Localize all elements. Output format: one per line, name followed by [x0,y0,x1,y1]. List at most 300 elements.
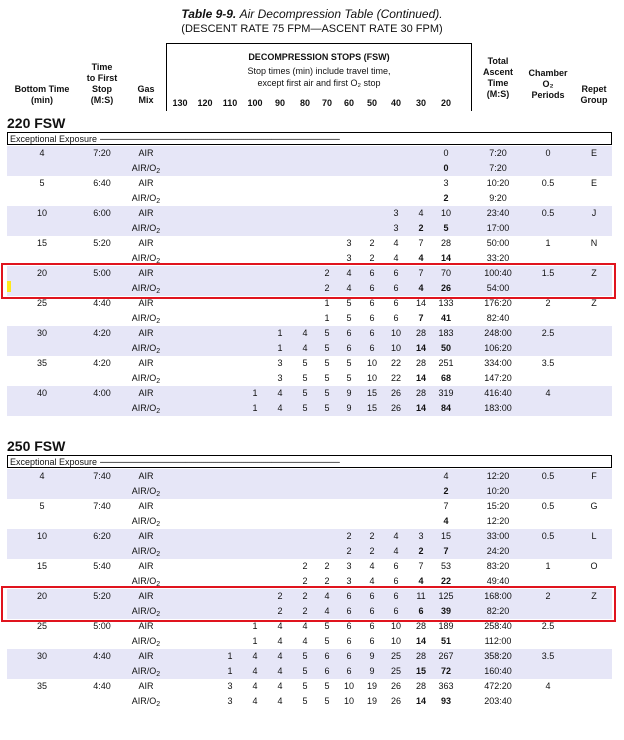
total-ascent-time: 9:20 [489,193,507,203]
total-ascent-time: 183:00 [484,403,512,413]
bottom-time: 20 [36,268,47,278]
stop-time: 6 [393,591,399,601]
gas-mix: AIR [138,388,154,398]
bottom-time: 15 [36,561,47,571]
stop-time: 5 [302,666,308,676]
total-ascent-time: 24:20 [486,546,510,556]
stop-time: 22 [390,358,401,368]
exceptional-exposure-bar [7,132,612,145]
stop-time: 2 [277,591,283,601]
section-title-220-fsw: 220 FSW [7,115,66,131]
time-to-first-stop: 7:40 [93,501,111,511]
time-to-first-stop: 4:20 [93,328,111,338]
table-name: Air Decompression Table (Continued). [239,7,443,21]
stop-time: 2 [369,253,375,263]
table-row [7,356,612,371]
stop-time: 0 [443,148,449,158]
repet-group: Z [591,298,597,308]
table-row [7,529,612,544]
stop-time: 4 [277,651,283,661]
stop-time: 3 [277,373,283,383]
stop-depth-100: 100 [247,98,263,108]
stop-time: 14 [415,343,426,353]
stop-depth-90: 90 [274,98,285,108]
header-deco-stops: DECOMPRESSION STOPS (FSW) [248,52,390,62]
stop-time: 26 [390,696,401,706]
stop-time: 1 [277,343,283,353]
table-subtitle: (DESCENT RATE 75 FPM—ASCENT RATE 30 FPM) [181,23,443,35]
stop-time: 84 [440,403,451,413]
stop-time: 5 [324,636,330,646]
stop-time: 14 [415,696,426,706]
table-row [7,161,612,176]
stop-time: 14 [415,636,426,646]
time-to-first-stop: 5:40 [93,561,111,571]
time-to-first-stop: 7:20 [93,148,111,158]
gas-mix: AIR/$O_2$ [131,163,161,175]
stop-time: 3 [346,561,352,571]
stop-time: 2 [302,591,308,601]
time-to-first-stop: 4:20 [93,358,111,368]
total-ascent-time: 334:00 [484,358,512,368]
total-ascent-time: 10:20 [486,486,510,496]
bottom-time: 40 [36,388,47,398]
bottom-time: 35 [36,358,47,368]
stop-time: 5 [346,298,352,308]
stop-time: 70 [440,268,451,278]
gas-mix: AIR [138,358,154,368]
bottom-time: 30 [36,328,47,338]
table-row [7,679,612,694]
stop-time: 6 [346,591,352,601]
stop-time: 68 [440,373,451,383]
stop-time: 1 [252,636,258,646]
stop-time: 10 [390,621,401,631]
table-row [7,191,612,206]
stop-time: 2 [324,561,330,571]
exceptional-exposure-bar [7,455,612,468]
stop-time: 6 [393,576,399,586]
bottom-time: 4 [39,471,45,481]
gas-mix: AIR [138,681,154,691]
bottom-time: 5 [39,178,45,188]
stop-time: 363 [438,681,454,691]
total-ascent-time: 83:20 [486,561,510,571]
stop-time: 2 [324,283,330,293]
stop-time: 6 [418,606,424,616]
stop-time: 15 [440,531,451,541]
stop-depth-40: 40 [390,98,401,108]
stop-time: 28 [415,651,426,661]
time-to-first-stop: 5:20 [93,238,111,248]
total-ascent-time: 416:40 [484,388,512,398]
stop-time: 6 [393,561,399,571]
table-row [7,236,612,251]
stop-time: 4 [252,666,258,676]
gas-mix: AIR [138,561,154,571]
highlight-marker [7,281,11,292]
stop-time: 10 [343,696,354,706]
stop-time: 50 [440,343,451,353]
gas-mix: AIR/$O_2$ [131,313,161,325]
stop-time: 4 [369,561,375,571]
stop-time: 6 [324,666,330,676]
total-ascent-time: 248:00 [484,328,512,338]
stop-time: 4 [393,531,399,541]
total-ascent-time: 112:00 [484,636,512,646]
stop-time: 26 [390,388,401,398]
stop-time: 6 [369,606,375,616]
total-ascent-time: 12:20 [486,471,510,481]
stop-time: 6 [369,268,375,278]
stop-time: 3 [227,681,233,691]
gas-mix: AIR [138,178,154,188]
table-row [7,296,612,311]
stop-time: 6 [369,313,375,323]
time-to-first-stop: 6:00 [93,208,111,218]
stop-time: 7 [418,238,424,248]
stop-time: 2 [302,561,308,571]
total-ascent-time: 176:20 [484,298,512,308]
stop-time: 3 [346,576,352,586]
stop-time: 10 [440,208,451,218]
stop-time: 3 [443,178,449,188]
stop-time: 6 [393,283,399,293]
stop-time: 4 [418,576,424,586]
stop-time: 6 [393,298,399,308]
stop-depth-110: 110 [222,98,238,108]
stop-depth-60: 60 [343,98,354,108]
stop-time: 5 [302,358,308,368]
table-row [7,544,612,559]
gas-mix: AIR [138,651,154,661]
total-ascent-time: 10:20 [486,178,510,188]
gas-mix: AIR/$O_2$ [131,373,161,385]
exceptional-exposure-rule: ------------------------------------------------------------------------------------------------------------------------ [99,134,340,144]
stop-time: 6 [324,651,330,661]
table-row [7,326,612,341]
gas-mix: AIR [138,591,154,601]
stop-time: 5 [324,328,330,338]
total-ascent-time: 33:00 [486,531,510,541]
stop-time: 5 [346,373,352,383]
bottom-time: 30 [36,651,47,661]
stop-time: 2 [369,238,375,248]
stop-time: 5 [324,403,330,413]
stop-time: 93 [440,696,451,706]
stop-time: 9 [369,666,375,676]
repet-group: L [591,531,597,541]
stop-time: 10 [390,636,401,646]
gas-mix: AIR [138,471,154,481]
stop-time: 2 [418,546,424,556]
gas-mix: AIR/$O_2$ [131,403,161,415]
repet-group: Z [591,268,597,278]
total-ascent-time: 33:20 [486,253,510,263]
gas-mix: AIR [138,621,154,631]
stop-time: 14 [415,403,426,413]
total-ascent-time: 258:40 [484,621,512,631]
table-row [7,371,612,386]
stop-time: 4 [393,238,399,248]
table-row [7,221,612,236]
table-row [7,499,612,514]
stop-time: 15 [366,403,377,413]
stop-time: 2 [346,546,352,556]
stop-time: 28 [415,358,426,368]
stop-depth-20: 20 [440,98,451,108]
stop-time: 6 [369,298,375,308]
gas-mix: AIR/$O_2$ [131,666,161,678]
stop-time: 6 [369,343,375,353]
table-row [7,146,612,161]
stop-time: 3 [418,531,424,541]
stop-time: 72 [440,666,451,676]
time-to-first-stop: 5:00 [93,268,111,278]
repet-group: E [590,148,597,158]
stop-time: 19 [366,681,377,691]
repet-group: Z [591,591,597,601]
stop-time: 7 [443,546,449,556]
stop-time: 25 [390,651,401,661]
stop-time: 10 [366,358,377,368]
total-ascent-time: 203:40 [484,696,512,706]
stop-time: 5 [302,388,308,398]
stop-time: 5 [324,373,330,383]
chamber-o2-periods: 3.5 [541,651,555,661]
chamber-o2-periods: 2 [545,298,551,308]
total-ascent-time: 12:20 [486,516,510,526]
table-row [7,311,612,326]
stop-time: 4 [369,576,375,586]
table-row [7,386,612,401]
table-row [7,176,612,191]
table-row [7,514,612,529]
time-to-first-stop: 7:40 [93,471,111,481]
stop-time: 2 [443,486,449,496]
chamber-o2-periods: 1 [545,561,551,571]
table-title [0,7,624,21]
stop-time: 189 [438,621,454,631]
total-ascent-time: 54:00 [486,283,510,293]
stop-time: 5 [324,621,330,631]
stop-time: 5 [324,358,330,368]
header-total-ascent: Total Ascent Time (M:S) [482,56,513,99]
stop-time: 319 [438,388,454,398]
total-ascent-time: 106:20 [484,343,512,353]
gas-mix: AIR/$O_2$ [131,193,161,205]
stop-time: 4 [252,651,258,661]
stop-time: 3 [227,696,233,706]
stop-time: 28 [415,388,426,398]
stop-time: 5 [302,681,308,691]
stop-time: 4 [277,666,283,676]
total-ascent-time: 7:20 [489,163,507,173]
stop-time: 4 [277,636,283,646]
stop-time: 1 [227,666,233,676]
gas-mix: AIR/$O_2$ [131,636,161,648]
bottom-time: 4 [39,148,45,158]
gas-mix: AIR/$O_2$ [131,696,161,708]
chamber-o2-periods: 1 [545,238,551,248]
chamber-o2-periods: 2 [545,591,551,601]
gas-mix: AIR [138,208,154,218]
stop-time: 15 [415,666,426,676]
chamber-o2-periods: 0.5 [541,501,555,511]
gas-mix: AIR/$O_2$ [131,343,161,355]
chamber-o2-periods: 0.5 [541,208,555,218]
stop-time: 2 [443,193,449,203]
stop-time: 39 [440,606,451,616]
stop-time: 11 [416,591,426,601]
stop-time: 28 [415,328,426,338]
time-to-first-stop: 4:40 [93,651,111,661]
stop-time: 6 [369,283,375,293]
bottom-time: 35 [36,681,47,691]
stop-time: 10 [343,681,354,691]
stop-time: 26 [390,681,401,691]
stop-time: 3 [346,238,352,248]
stop-time: 2 [324,576,330,586]
stop-time: 1 [252,621,258,631]
header-time-to-first-stop: Time to First Stop (M:S) [86,62,118,105]
table-row [7,649,612,664]
bottom-time: 15 [36,238,47,248]
stop-time: 41 [440,313,451,323]
stop-time: 1 [227,651,233,661]
stop-time: 3 [393,223,399,233]
chamber-o2-periods: 0.5 [541,471,555,481]
time-to-first-stop: 5:20 [93,591,111,601]
stop-time: 28 [440,238,451,248]
header-gas-mix: Gas Mix [137,84,155,105]
chamber-o2-periods: 1.5 [541,268,555,278]
stop-time: 183 [438,328,454,338]
stop-time: 6 [346,666,352,676]
gas-mix: AIR/$O_2$ [131,606,161,618]
table-row [7,341,612,356]
stop-time: 5 [443,223,449,233]
stop-time: 14 [415,373,426,383]
stop-time: 4 [277,388,283,398]
total-ascent-time: 160:40 [484,666,512,676]
stop-time: 2 [369,531,375,541]
stop-time: 4 [418,253,424,263]
total-ascent-time: 23:40 [486,208,510,218]
stop-time: 15 [366,388,377,398]
bottom-time: 20 [36,591,47,601]
stop-time: 2 [324,268,330,278]
total-ascent-time: 7:20 [489,148,507,158]
highlight-box [1,586,616,622]
stop-time: 2 [277,606,283,616]
stop-time: 4 [346,268,352,278]
stop-time: 28 [415,621,426,631]
table-row [7,664,612,679]
repet-group: J [591,208,597,218]
stop-time: 14 [415,298,426,308]
stop-time: 5 [324,681,330,691]
stop-time: 5 [302,403,308,413]
stop-time: 125 [438,591,454,601]
bottom-time: 10 [36,531,47,541]
stop-time: 1 [324,298,330,308]
repet-group: E [590,178,597,188]
stop-time: 5 [346,358,352,368]
stop-depth-70: 70 [321,98,332,108]
stop-time: 251 [438,358,454,368]
stop-depth-50: 50 [366,98,377,108]
stop-time: 9 [369,651,375,661]
header-top-rule [166,43,472,44]
total-ascent-time: 472:20 [484,681,512,691]
table-row [7,559,612,574]
stop-time: 7 [418,268,424,278]
stop-time: 4 [393,253,399,263]
total-ascent-time: 15:20 [486,501,510,511]
stop-time: 6 [346,636,352,646]
gas-mix: AIR/$O_2$ [131,223,161,235]
stop-time: 267 [438,651,454,661]
stop-time: 5 [346,313,352,323]
stop-time: 3 [277,358,283,368]
table-number: Table 9-9. [181,7,237,21]
stop-time: 2 [302,606,308,616]
stop-time: 4 [252,696,258,706]
table-row [7,401,612,416]
stop-depth-80: 80 [299,98,310,108]
table-row [7,206,612,221]
stop-time: 25 [390,666,401,676]
stop-depth-30: 30 [415,98,426,108]
stop-time: 2 [302,576,308,586]
stop-time: 3 [393,208,399,218]
stop-time: 6 [346,651,352,661]
gas-mix: AIR/$O_2$ [131,486,161,498]
header-deco-note-1: Stop times (min) include travel time, [247,66,391,76]
chamber-o2-periods: 0.5 [541,531,555,541]
stop-time: 6 [369,636,375,646]
bottom-time: 10 [36,208,47,218]
stop-time: 26 [440,283,451,293]
stop-depth-130: 130 [172,98,188,108]
stop-time: 6 [369,591,375,601]
stop-time: 4 [277,681,283,691]
repet-group: G [590,501,598,511]
stop-time: 7 [418,313,424,323]
time-to-first-stop: 6:40 [93,178,111,188]
stop-time: 1 [252,388,258,398]
stop-time: 14 [440,253,451,263]
stop-time: 5 [324,388,330,398]
stop-time: 4 [418,283,424,293]
total-ascent-time: 50:00 [486,238,510,248]
gas-mix: AIR [138,328,154,338]
highlight-box [1,263,616,299]
time-to-first-stop: 5:00 [93,621,111,631]
gas-mix: AIR/$O_2$ [131,546,161,558]
stop-time: 2 [418,223,424,233]
stop-time: 1 [252,403,258,413]
exceptional-exposure-label: Exceptional Exposure [10,134,100,144]
stop-time: 4 [393,546,399,556]
stop-time: 7 [443,501,449,511]
time-to-first-stop: 6:20 [93,531,111,541]
repet-group: F [591,471,597,481]
repet-group: N [590,238,598,248]
stop-depth-120: 120 [197,98,213,108]
stop-time: 5 [302,651,308,661]
